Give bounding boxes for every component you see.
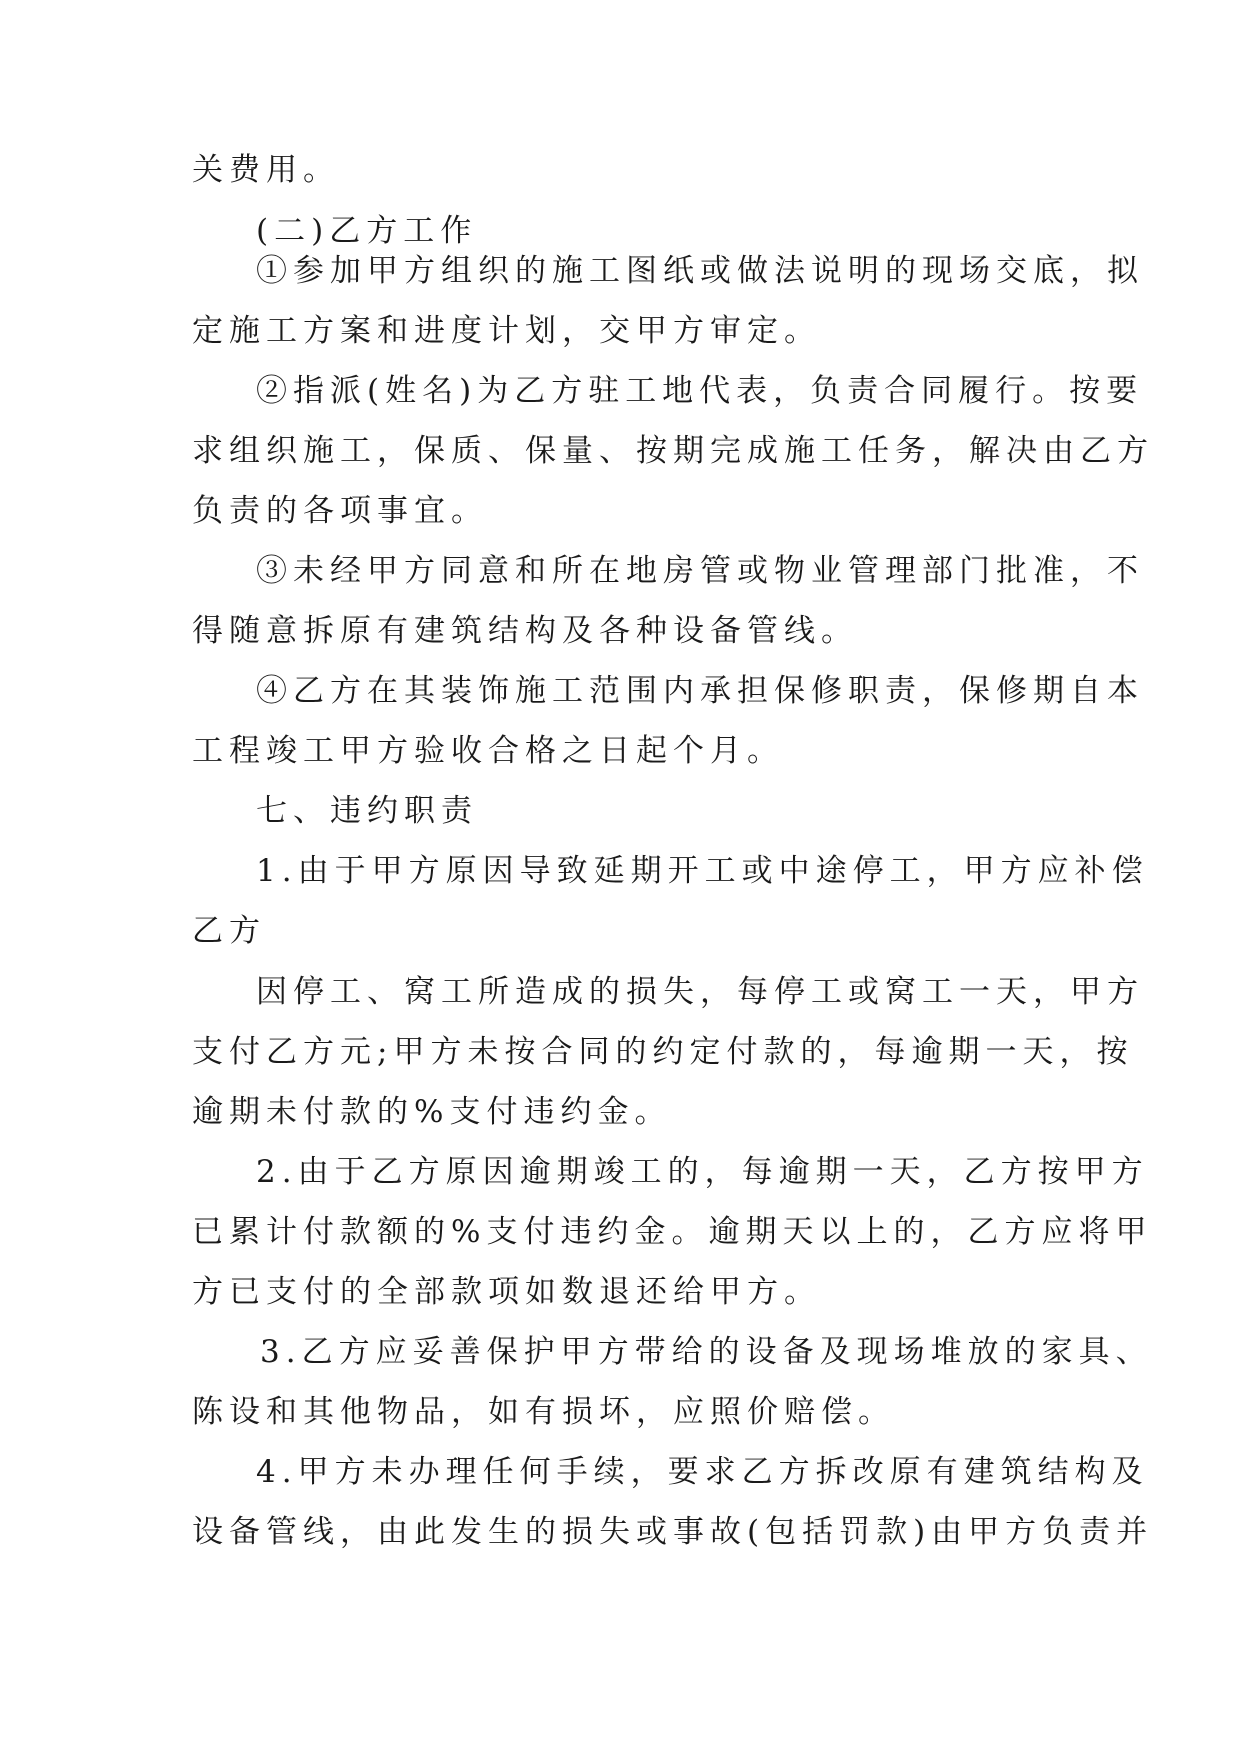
text-line-6: 求组织施工，保质、保量、按期完成施工任务，解决由乙方 [192,433,1154,469]
text-line-17: 逾期未付款的%支付违约金。 [192,1094,672,1130]
text-line-20: 方已支付的全部款项如数退还给甲方。 [192,1274,821,1310]
text-line-14: 乙方 [192,913,266,949]
section-heading-breach: 七、违约职责 [256,793,478,829]
text-line-21: 3.乙方应妥善保护甲方带给的设备及现场堆放的家具、 [260,1334,1153,1370]
section-heading-party-b: (二)乙方工作 [256,213,478,249]
text-line-16: 支付乙方元;甲方未按合同的约定付款的，每逾期一天，按 [192,1034,1134,1070]
text-line-19: 已累计付款额的%支付违约金。逾期天以上的，乙方应将甲 [192,1214,1153,1250]
text-line-7: 负责的各项事宜。 [192,493,488,529]
text-line-22: 陈设和其他物品，如有损坏，应照价赔偿。 [192,1394,895,1430]
text-line-1: 关费用。 [192,152,340,188]
text-line-24: 设备管线，由此发生的损失或事故(包括罚款)由甲方负责并 [192,1514,1154,1550]
text-line-10: ④乙方在其装饰施工范围内承担保修职责，保修期自本 [256,673,1144,709]
text-line-23: 4.甲方未办理任何手续，要求乙方拆改原有建筑结构及 [256,1454,1149,1490]
text-line-9: 得随意拆原有建筑结构及各种设备管线。 [192,613,858,649]
text-line-4: 定施工方案和进度计划，交甲方审定。 [192,313,821,349]
text-line-11: 工程竣工甲方验收合格之日起个月。 [192,733,784,769]
text-line-13: 1.由于甲方原因导致延期开工或中途停工，甲方应补偿 [256,853,1149,889]
text-line-15: 因停工、窝工所造成的损失，每停工或窝工一天，甲方 [256,974,1144,1010]
text-line-18: 2.由于乙方原因逾期竣工的，每逾期一天，乙方按甲方 [256,1154,1149,1190]
text-line-3: ①参加甲方组织的施工图纸或做法说明的现场交底，拟 [256,253,1144,289]
text-line-8: ③未经甲方同意和所在地房管或物业管理部门批准，不 [256,553,1144,589]
text-line-5: ②指派(姓名)为乙方驻工地代表，负责合同履行。按要 [256,373,1144,409]
